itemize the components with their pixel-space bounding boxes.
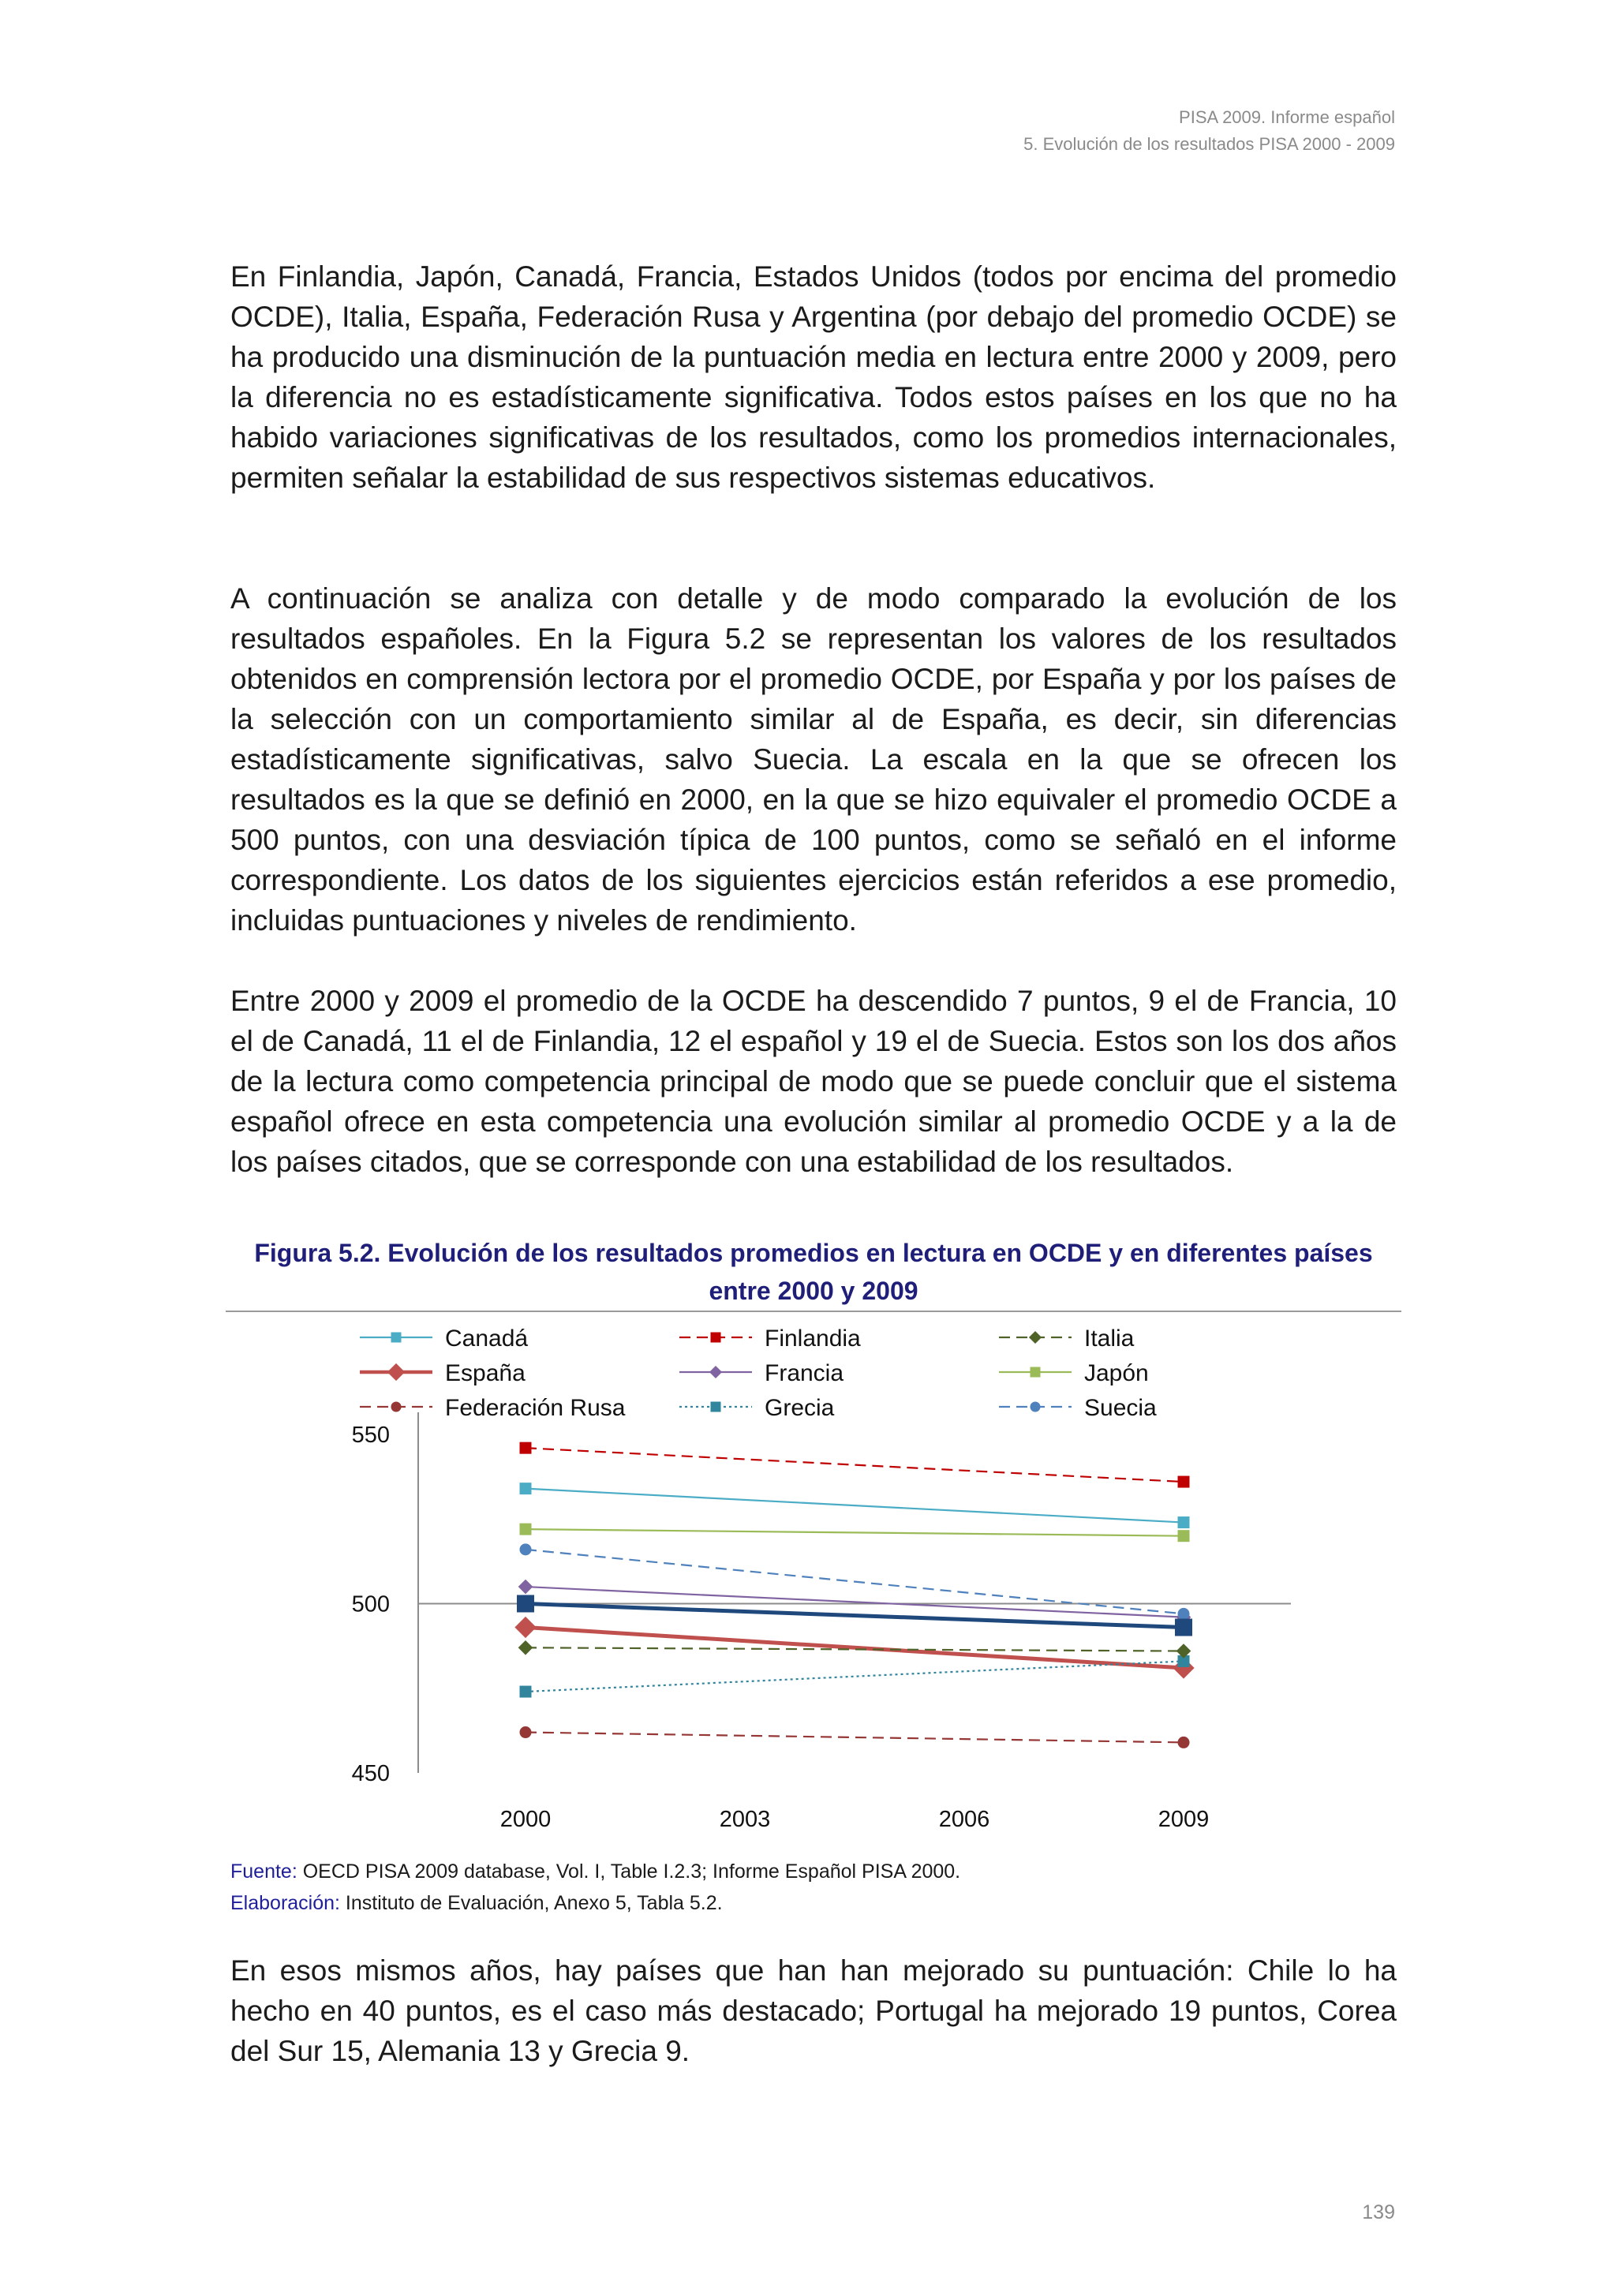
elaboration-label: Elaboración:	[230, 1892, 340, 1914]
legend-label-francia: Francia	[765, 1360, 844, 1386]
data-point-canada-2000	[520, 1483, 532, 1494]
y-tick-label: 500	[351, 1591, 390, 1617]
header-line-1: PISA 2009. Informe español	[1179, 107, 1395, 127]
x-tick-label: 2006	[938, 1807, 990, 1832]
x-tick-label: 2000	[499, 1807, 552, 1832]
paragraph-4: En esos mismos años, hay países que han han mejorado su puntuación: Chile lo ha hecho en 40 puntos, es el caso más destacado; Portugal ha mejorado 19 puntos, Corea del Sur 15, Alemania 13 y Grecia 9.	[230, 1954, 1397, 2067]
data-point-federacion-rusa-2009	[1178, 1737, 1190, 1748]
legend-marker-federacion-rusa	[391, 1402, 402, 1412]
legend-label-japon: Japón	[1084, 1360, 1149, 1386]
data-point-federacion-rusa-2000	[520, 1726, 532, 1738]
y-tick-label: 450	[351, 1761, 390, 1786]
data-point-espana-2000	[514, 1617, 536, 1638]
header-line-2: 5. Evolución de los resultados PISA 2000 - 2009	[1023, 134, 1395, 154]
data-point-finlandia-2009	[1178, 1476, 1190, 1488]
legend-marker-italia	[1029, 1331, 1042, 1344]
legend-label-finlandia: Finlandia	[765, 1326, 861, 1352]
reading-evolution-chart	[226, 1312, 1409, 1849]
data-point-canada-2009	[1178, 1516, 1190, 1528]
legend-marker-canada	[391, 1333, 402, 1343]
series-line-japon	[526, 1529, 1184, 1536]
data-point-finlandia-2000	[520, 1442, 532, 1454]
data-point-suecia-2009	[1178, 1608, 1190, 1620]
legend-label-canada: Canadá	[445, 1326, 529, 1352]
legend-marker-suecia	[1031, 1402, 1041, 1412]
paragraph-1: En Finlandia, Japón, Canadá, Francia, Estados Unidos (todos por encima del promedio OCDE), Italia, España, Federación Rusa y Argentina (por debajo del promedio OCDE) se ha producido una disminución de la puntuación media en lectura entre 2000 y 2009, pero la diferencia no es estadísticamente significativa. Todos estos países en los que no ha habido variaciones significativas de los resultados, como los promedios internacionales, permiten señalar la estabilidad de sus respectivos sistemas educativos.	[230, 260, 1397, 494]
paragraph-2: A continuación se analiza con detalle y de modo comparado la evolución de los resultados españoles. En la Figura 5.2 se representan los valores de los resultados obtenidos en comprensión lectora por el promedio OCDE, por España y por los países de la selección con un comportamiento similar al de España, es decir, sin diferencias estadísticamente significativas, salvo Suecia. La escala en la que se ofrecen los resultados es la que se definió en 2000, en la que se hizo equivaler el promedio OCDE a 500 puntos, con una desviación típica de 100 puntos, como se señaló en el informe correspondiente. Los datos de los siguientes ejercicios están referidos a ese promedio, incluidas puntuaciones y niveles de rendimiento.	[230, 582, 1397, 937]
elaboration-text: Instituto de Evaluación, Anexo 5, Tabla 5.2.	[339, 1892, 723, 1914]
data-point-ocde-2000	[517, 1595, 534, 1613]
series-line-finlandia	[526, 1448, 1184, 1482]
data-point-francia-2000	[518, 1580, 533, 1595]
series-line-ocde	[526, 1604, 1184, 1628]
y-tick-label: 550	[351, 1423, 390, 1448]
legend-marker-espana	[387, 1363, 405, 1381]
figure-source	[230, 1856, 1397, 1919]
source-label: Fuente:	[230, 1860, 297, 1883]
legend-marker-finlandia	[711, 1333, 721, 1343]
legend-label-federacion-rusa: Federación Rusa	[445, 1395, 626, 1421]
data-point-japon-2000	[520, 1524, 532, 1535]
source-line	[230, 1856, 1397, 1887]
data-point-japon-2009	[1178, 1530, 1190, 1542]
series-line-canada	[526, 1489, 1184, 1523]
legend-marker-japon	[1031, 1367, 1041, 1378]
series-line-federacion-rusa	[526, 1733, 1184, 1743]
data-point-suecia-2000	[520, 1543, 532, 1555]
legend-label-suecia: Suecia	[1084, 1395, 1157, 1421]
series-line-grecia	[526, 1661, 1184, 1692]
data-point-ocde-2009	[1175, 1619, 1192, 1636]
data-point-grecia-2000	[520, 1686, 532, 1698]
x-tick-label: 2009	[1158, 1807, 1210, 1832]
elaboration-line	[230, 1887, 1397, 1919]
x-tick-label: 2003	[719, 1807, 771, 1832]
legend-label-italia: Italia	[1084, 1326, 1135, 1352]
series-line-espana	[526, 1628, 1184, 1668]
legend-label-espana: España	[445, 1360, 526, 1386]
paragraph-3: Entre 2000 y 2009 el promedio de la OCDE ha descendido 7 puntos, 9 el de Francia, 10 el de Canadá, 11 el de Finlandia, 12 el español y 19 el de Suecia. Estos son los dos años de la lectura como competencia principal de modo que se puede concluir que el sistema español ofrece en esta competencia una evolución similar al promedio OCDE y a la de los países citados, que se corresponde con una estabilidad de los resultados.	[230, 985, 1397, 1178]
figure-title: Figura 5.2. Evolución de los resultados promedios en lectura en OCDE y en diferentes países entre 2000 y 2009	[254, 1239, 1373, 1305]
series-line-francia	[526, 1587, 1184, 1617]
legend-marker-francia	[709, 1366, 722, 1378]
source-text: OECD PISA 2009 database, Vol. I, Table I.2.3; Informe Español PISA 2000.	[297, 1860, 961, 1883]
data-point-italia-2000	[518, 1640, 533, 1655]
legend-marker-grecia	[711, 1402, 721, 1412]
page-number: 139	[1362, 2201, 1395, 2223]
running-header	[1023, 104, 1395, 158]
legend-label-grecia: Grecia	[765, 1395, 835, 1421]
